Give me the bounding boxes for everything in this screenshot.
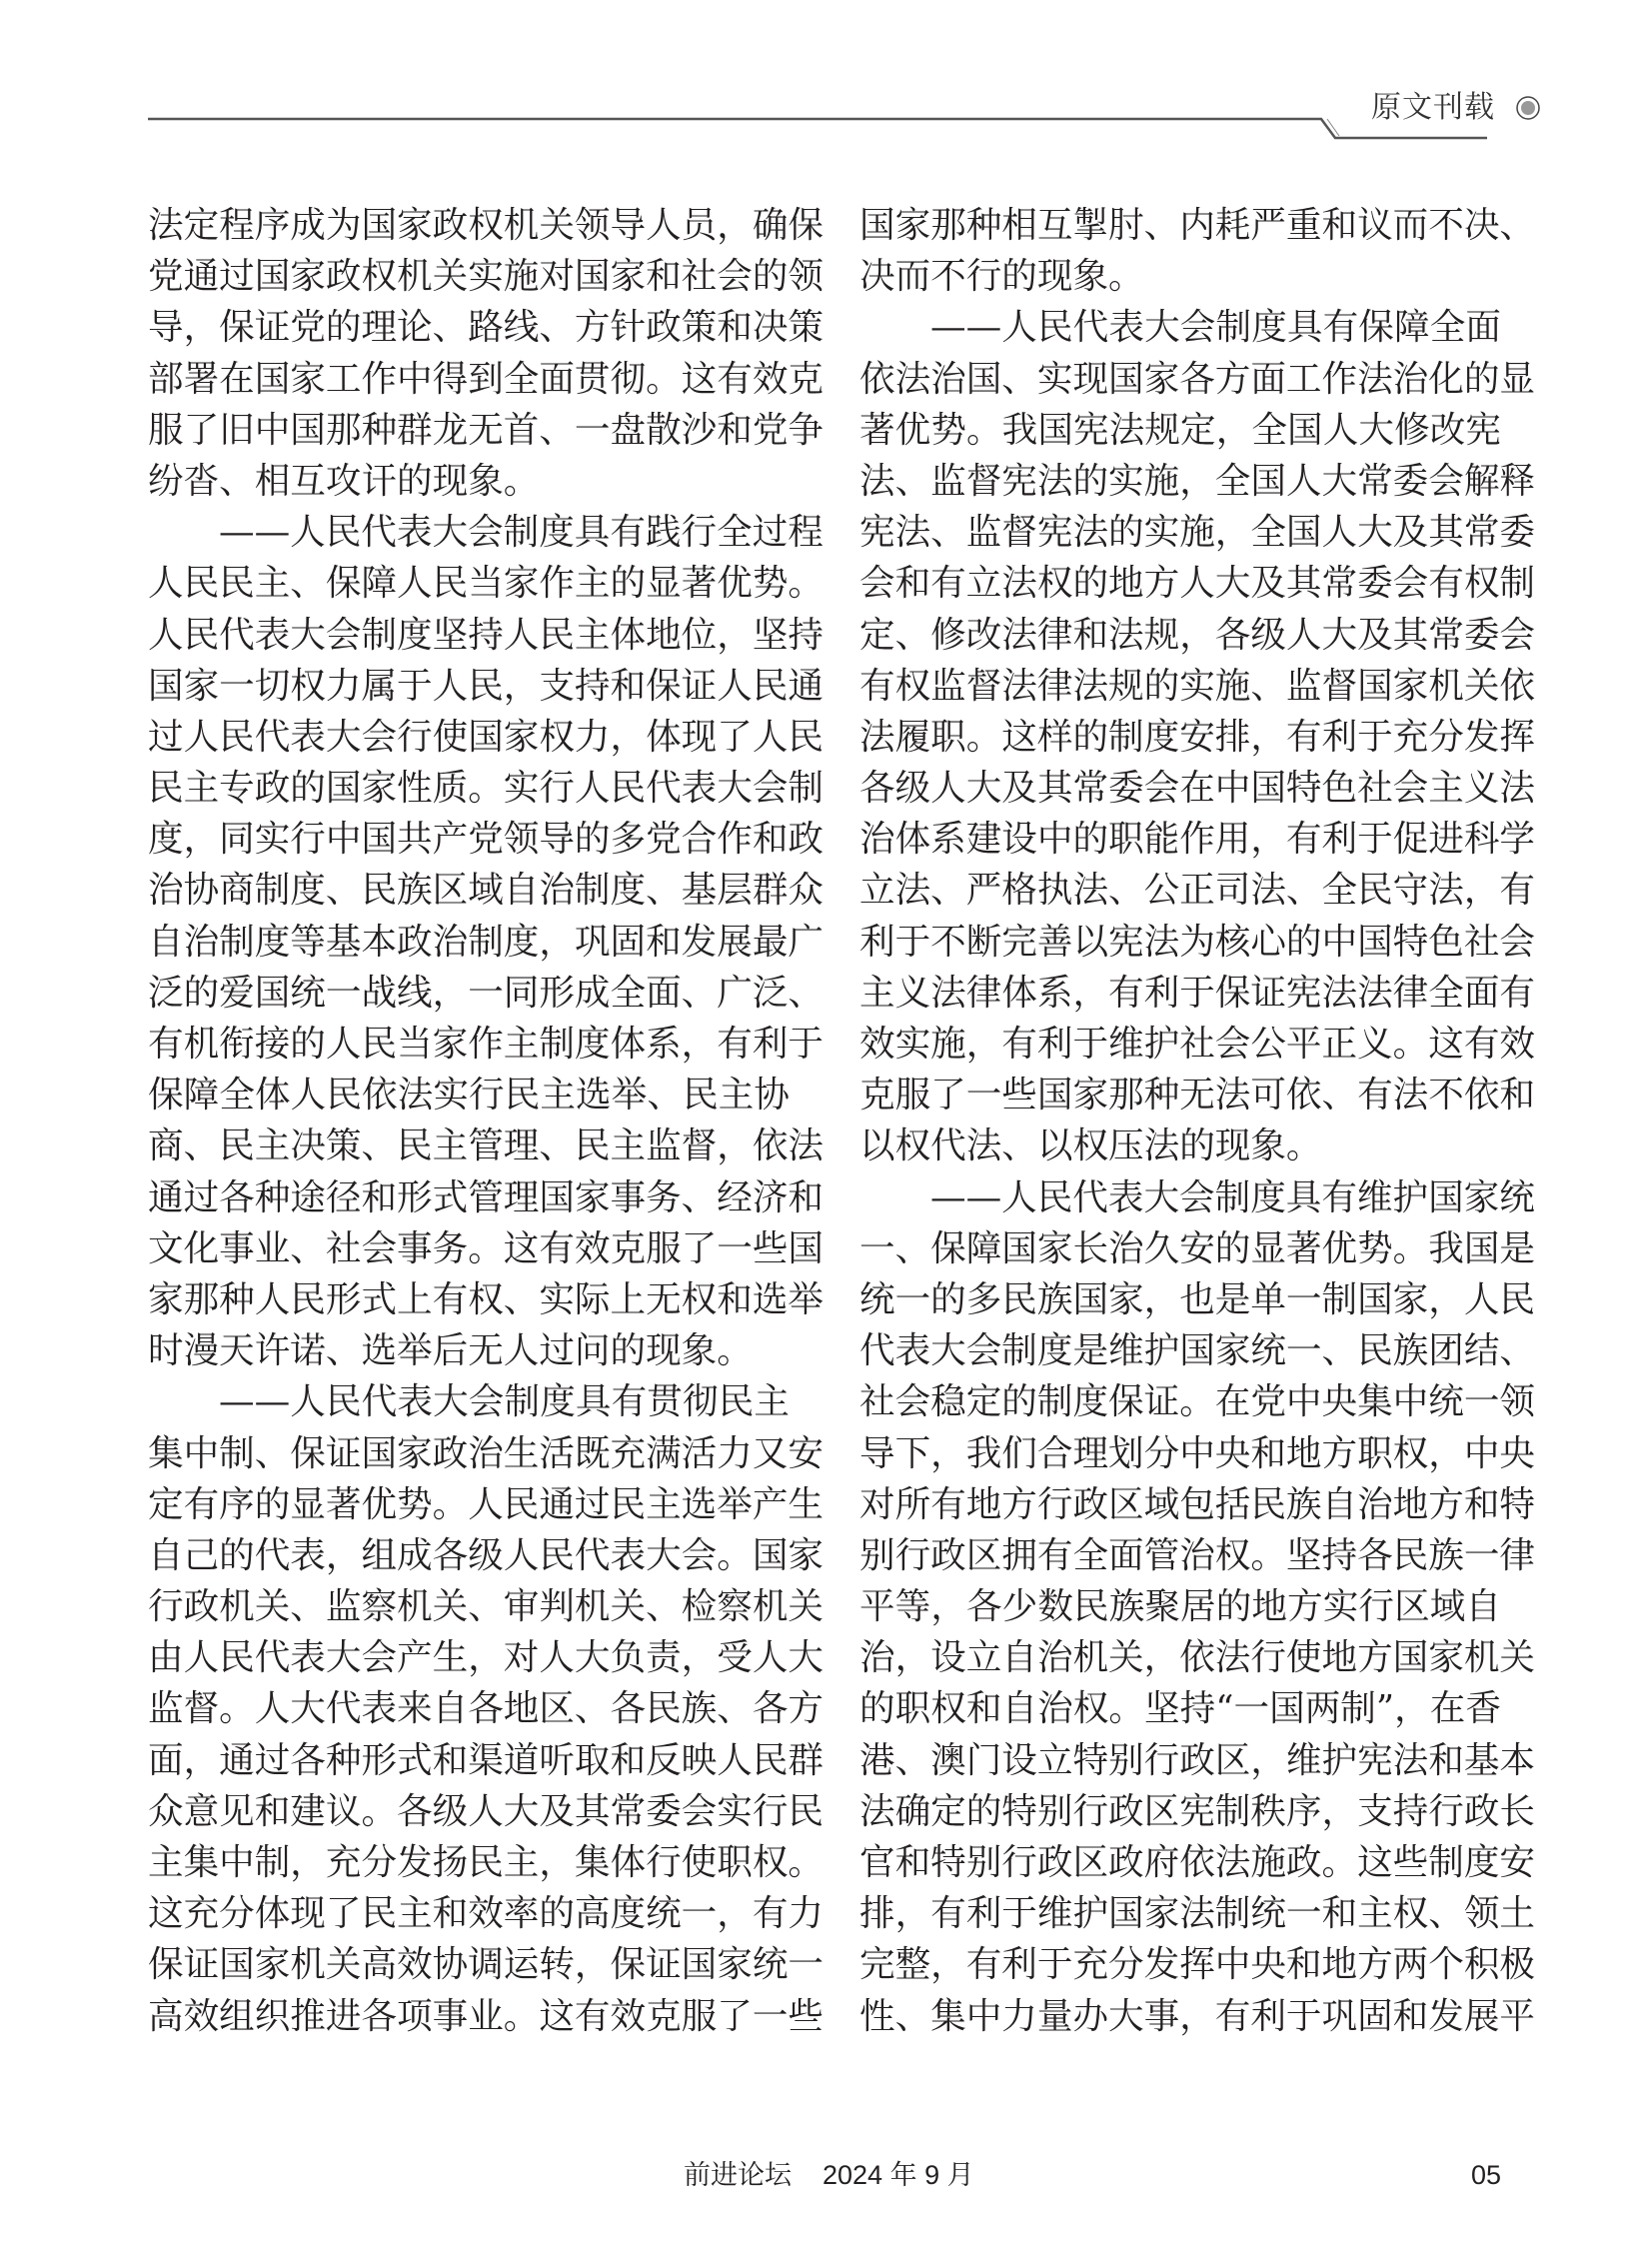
text-line: 统一的多民族国家，也是单一制国家，人民 (859, 1278, 1535, 1320)
text-line: 法履职。这样的制度安排，有利于充分发挥 (859, 716, 1535, 758)
text-line: 定、修改法律和法规，各级人大及其常委会 (859, 614, 1535, 656)
text-line: 治体系建设中的职能作用，有利于促进科学 (859, 819, 1535, 861)
footer-issue-date: 2024 年 9 月 (823, 2160, 974, 2190)
text-line: 导，保证党的理论、路线、方针政策和决策 (148, 307, 824, 349)
text-line: 众意见和建议。各级人大及其常委会实行民 (148, 1790, 824, 1832)
text-line: 有机衔接的人民当家作主制度体系，有利于 (148, 1024, 824, 1065)
text-line: 依法治国、实现国家各方面工作法治化的显 (859, 358, 1535, 400)
text-line: 法定程序成为国家政权机关领导人员，确保 (148, 205, 824, 246)
text-line: 由人民代表大会产生，对人大负责，受人大 (148, 1637, 824, 1679)
text-line: 自治制度等基本政治制度，巩固和发展最广 (148, 921, 824, 963)
text-line: 服了旧中国那种群龙无首、一盘散沙和党争 (148, 409, 824, 451)
right-column (859, 200, 1535, 2042)
text-line: 著优势。我国宪法规定，全国人大修改宪 (859, 409, 1501, 451)
text-line: 高效组织推进各项事业。这有效克服了一些 (148, 1995, 824, 2037)
text-line: 纷沓、相互攻讦的现象。 (148, 460, 540, 502)
text-line: 这充分体现了民主和效率的高度统一，有力 (148, 1893, 824, 1935)
text-line: ——人民代表大会制度具有贯彻民主 (219, 1381, 790, 1423)
text-line: 效实施，有利于维护社会公平正义。这有效 (859, 1024, 1535, 1065)
text-line: 一、保障国家长治久安的显著优势。我国是 (859, 1227, 1535, 1269)
text-line: 保证国家机关高效协调运转，保证国家统一 (148, 1944, 824, 1986)
text-line: 会和有立法权的地方人大及其常委会有权制 (859, 563, 1535, 605)
text-line: 文化事业、社会事务。这有效克服了一些国 (148, 1227, 824, 1269)
text-line: 泛的爱国统一战线，一同形成全面、广泛、 (148, 972, 824, 1014)
text-line: 各级人大及其常委会在中国特色社会主义法 (859, 768, 1535, 810)
text-line: 性、集中力量办大事，有利于巩固和发展平 (859, 1995, 1535, 2037)
text-line: 党通过国家政权机关实施对国家和社会的领 (148, 256, 824, 298)
text-line: 主义法律体系，有利于保证宪法法律全面有 (859, 972, 1535, 1014)
text-line: 面，通过各种形式和渠道听取和反映人民群 (148, 1739, 824, 1781)
text-line: 以权代法、以权压法的现象。 (859, 1125, 1322, 1167)
text-line: 保障全体人民依法实行民主选举、民主协 (148, 1075, 790, 1117)
text-line: ——人民代表大会制度具有保障全面 (930, 307, 1501, 349)
header-rule (0, 0, 1652, 160)
text-line: 行政机关、监察机关、审判机关、检察机关 (148, 1586, 824, 1628)
text-line: 通过各种途径和形式管理国家事务、经济和 (148, 1176, 824, 1218)
text-line: 部署在国家工作中得到全面贯彻。这有效克 (148, 358, 824, 400)
text-line: 自己的代表，组成各级人民代表大会。国家 (148, 1534, 824, 1576)
text-line: 对所有地方行政区域包括民族自治地方和特 (859, 1483, 1535, 1525)
text-line: ——人民代表大会制度具有维护国家统 (930, 1176, 1535, 1218)
text-line: 平等，各少数民族聚居的地方实行区域自 (859, 1586, 1501, 1628)
text-line: 法、监督宪法的实施，全国人大常委会解释 (859, 460, 1535, 502)
text-line: 国家一切权力属于人民，支持和保证人民通 (148, 665, 824, 707)
text-line: 民主专政的国家性质。实行人民代表大会制 (148, 768, 824, 810)
text-line: 决而不行的现象。 (859, 256, 1144, 298)
text-line: 主集中制，充分发扬民主，集体行使职权。 (148, 1842, 824, 1883)
text-line: 代表大会制度是维护国家统一、民族团结、 (859, 1330, 1535, 1372)
text-line: 港、澳门设立特别行政区，维护宪法和基本 (859, 1739, 1535, 1781)
target-circle-icon (1516, 96, 1540, 120)
text-line: 人民代表大会制度坚持人民主体地位，坚持 (148, 614, 824, 656)
text-line: ——人民代表大会制度具有践行全过程 (219, 512, 824, 554)
text-line: 治，设立自治机关，依法行使地方国家机关 (859, 1637, 1535, 1679)
text-line: 人民民主、保障人民当家作主的显著优势。 (148, 563, 824, 605)
text-line: 定有序的显著优势。人民通过民主选举产生 (148, 1483, 824, 1525)
left-column (148, 200, 824, 2042)
text-line: 法确定的特别行政区宪制秩序，支持行政长 (859, 1790, 1535, 1832)
text-line: 别行政区拥有全面管治权。坚持各民族一律 (859, 1534, 1535, 1576)
footer-journal-name: 前进论坛 (684, 2160, 792, 2190)
page-number: 05 (1471, 2160, 1502, 2190)
text-line: 商、民主决策、民主管理、民主监督，依法 (148, 1125, 824, 1167)
text-line: 国家那种相互掣肘、内耗严重和议而不决、 (859, 205, 1535, 246)
text-line: 官和特别行政区政府依法施政。这些制度安 (859, 1842, 1535, 1883)
text-line: 时漫天许诺、选举后无人过问的现象。 (148, 1330, 753, 1372)
text-line: 有权监督法律法规的实施、监督国家机关依 (859, 665, 1535, 707)
section-title: 原文刊载 (1371, 90, 1495, 125)
text-line: 利于不断完善以宪法为核心的中国特色社会 (859, 921, 1535, 963)
text-line: 完整，有利于充分发挥中央和地方两个积极 (859, 1944, 1535, 1986)
text-line: 过人民代表大会行使国家权力，体现了人民 (148, 716, 824, 758)
text-line: 家那种人民形式上有权、实际上无权和选举 (148, 1278, 824, 1320)
text-line: 的职权和自治权。坚持“一国两制”，在香 (859, 1688, 1501, 1730)
text-line: 宪法、监督宪法的实施，全国人大及其常委 (859, 512, 1535, 554)
text-line: 克服了一些国家那种无法可依、有法不依和 (859, 1075, 1535, 1117)
text-line: 治协商制度、民族区域自治制度、基层群众 (148, 870, 824, 912)
text-line: 集中制、保证国家政治生活既充满活力又安 (148, 1432, 824, 1474)
text-line: 度，同实行中国共产党领导的多党合作和政 (148, 819, 824, 861)
text-line: 监督。人大代表来自各地区、各民族、各方 (148, 1688, 824, 1730)
text-line: 社会稳定的制度保证。在党中央集中统一领 (859, 1381, 1535, 1423)
text-line: 排，有利于维护国家法制统一和主权、领土 (859, 1893, 1535, 1935)
text-line: 导下，我们合理划分中央和地方职权，中央 (859, 1432, 1535, 1474)
text-line: 立法、严格执法、公正司法、全民守法，有 (859, 870, 1535, 912)
